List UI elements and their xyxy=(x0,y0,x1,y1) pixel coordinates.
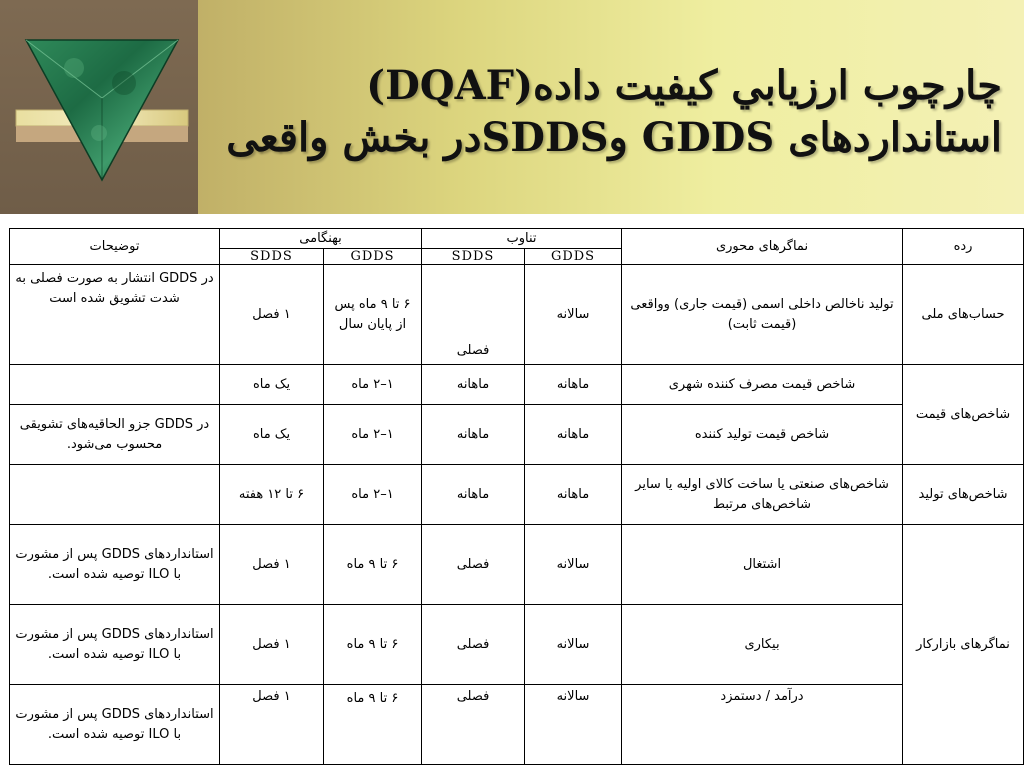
time-sdds-cell: ۱ فصل xyxy=(220,525,324,605)
indicators-header: نماگرهای محوری xyxy=(622,229,903,265)
time-sdds-cell: یک ماه xyxy=(220,365,324,405)
title-line-1: چارچوب ارزيابي کيفيت داده(DQAF) xyxy=(366,62,1002,109)
freq-gdds-cell: ماهانه xyxy=(525,405,622,465)
freq-sdds-cell: فصلی xyxy=(422,605,525,685)
notes-cell: در GDDS انتشار به صورت فصلی به شدت تشویق شده است xyxy=(10,265,220,365)
slide-title xyxy=(212,60,1002,164)
frequency-header: تناوب xyxy=(422,229,622,249)
table-row xyxy=(10,265,1024,365)
frequency-sdds-header: SDDS xyxy=(422,249,525,265)
table-row xyxy=(10,525,1024,605)
freq-sdds-cell: فصلی xyxy=(422,525,525,605)
notes-cell: استانداردهای GDDS پس از مشورت با ILO توصیه شده است. xyxy=(10,605,220,685)
freq-sdds-cell: ماهانه xyxy=(422,365,525,405)
time-gdds-cell: ۶ تا ۹ ماه xyxy=(324,525,422,605)
category-cell: شاخص‌های تولید xyxy=(903,465,1024,525)
freq-sdds-cell: فصلی xyxy=(422,685,525,765)
table-row xyxy=(10,405,1024,465)
notes-cell: استانداردهای GDDS پس از مشورت با ILO توصیه شده است. xyxy=(10,685,220,765)
timeliness-sdds-header: SDDS xyxy=(220,249,324,265)
freq-gdds-cell: سالانه xyxy=(525,685,622,765)
notes-cell xyxy=(10,365,220,405)
notes-header: توضیحات xyxy=(10,229,220,265)
category-header: رده xyxy=(903,229,1024,265)
freq-gdds-cell: ماهانه xyxy=(525,465,622,525)
freq-gdds-cell: سالانه xyxy=(525,605,622,685)
title-line-2: استانداردهای GDDS وSDDSدر بخش واقعی xyxy=(226,114,1002,161)
timeliness-gdds-header: GDDS xyxy=(324,249,422,265)
category-cell: شاخص‌های قیمت xyxy=(903,365,1024,465)
time-sdds-cell: ۱ فصل xyxy=(220,605,324,685)
indicator-cell: اشتغال xyxy=(622,525,903,605)
standards-table xyxy=(9,228,1024,765)
time-gdds-cell: ۶ تا ۹ ماه پس از پایان سال xyxy=(324,265,422,365)
time-gdds-cell: ۶ تا ۹ ماه xyxy=(324,685,422,765)
time-gdds-cell: ۱–۲ ماه xyxy=(324,465,422,525)
freq-gdds-cell: سالانه xyxy=(525,265,622,365)
frequency-gdds-header: GDDS xyxy=(525,249,622,265)
freq-sdds-cell: فصلی xyxy=(422,265,525,365)
indicator-cell: شاخص قیمت تولید کننده xyxy=(622,405,903,465)
indicator-cell: شاخص قیمت مصرف کننده شهری xyxy=(622,365,903,405)
table-row xyxy=(10,605,1024,685)
time-sdds-cell: ۱ فصل xyxy=(220,265,324,365)
indicator-cell: بیکاری xyxy=(622,605,903,685)
table-header-row xyxy=(10,229,1024,249)
table-row xyxy=(10,465,1024,525)
notes-cell: در GDDS جزو الحاقیه‌های تشویقی محسوب می‌شود. xyxy=(10,405,220,465)
category-cell: نماگرهای بازارکار xyxy=(903,525,1024,765)
table-row xyxy=(10,685,1024,765)
time-sdds-cell: یک ماه xyxy=(220,405,324,465)
indicator-cell: درآمد / دستمزد xyxy=(622,685,903,765)
time-sdds-cell: ۱ فصل xyxy=(220,685,324,765)
indicator-cell: تولید ناخالص داخلی اسمی (قیمت جاری) وواقعی (قیمت ثابت) xyxy=(622,265,903,365)
notes-cell xyxy=(10,465,220,525)
indicator-cell: شاخص‌های صنعتی یا ساخت کالای اولیه یا سایر شاخص‌های مرتبط xyxy=(622,465,903,525)
freq-gdds-cell: سالانه xyxy=(525,525,622,605)
timeliness-header: بهنگامی xyxy=(220,229,422,249)
time-gdds-cell: ۶ تا ۹ ماه xyxy=(324,605,422,685)
time-sdds-cell: ۶ تا ۱۲ هفته xyxy=(220,465,324,525)
freq-gdds-cell: ماهانه xyxy=(525,365,622,405)
freq-sdds-cell: ماهانه xyxy=(422,465,525,525)
triangle-logo-icon xyxy=(14,38,190,188)
notes-cell: استانداردهای GDDS پس از مشورت با ILO توصیه شده است. xyxy=(10,525,220,605)
category-cell: حساب‌های ملی xyxy=(903,265,1024,365)
time-gdds-cell: ۱–۲ ماه xyxy=(324,405,422,465)
freq-sdds-cell: ماهانه xyxy=(422,405,525,465)
time-gdds-cell: ۱–۲ ماه xyxy=(324,365,422,405)
table-row xyxy=(10,365,1024,405)
